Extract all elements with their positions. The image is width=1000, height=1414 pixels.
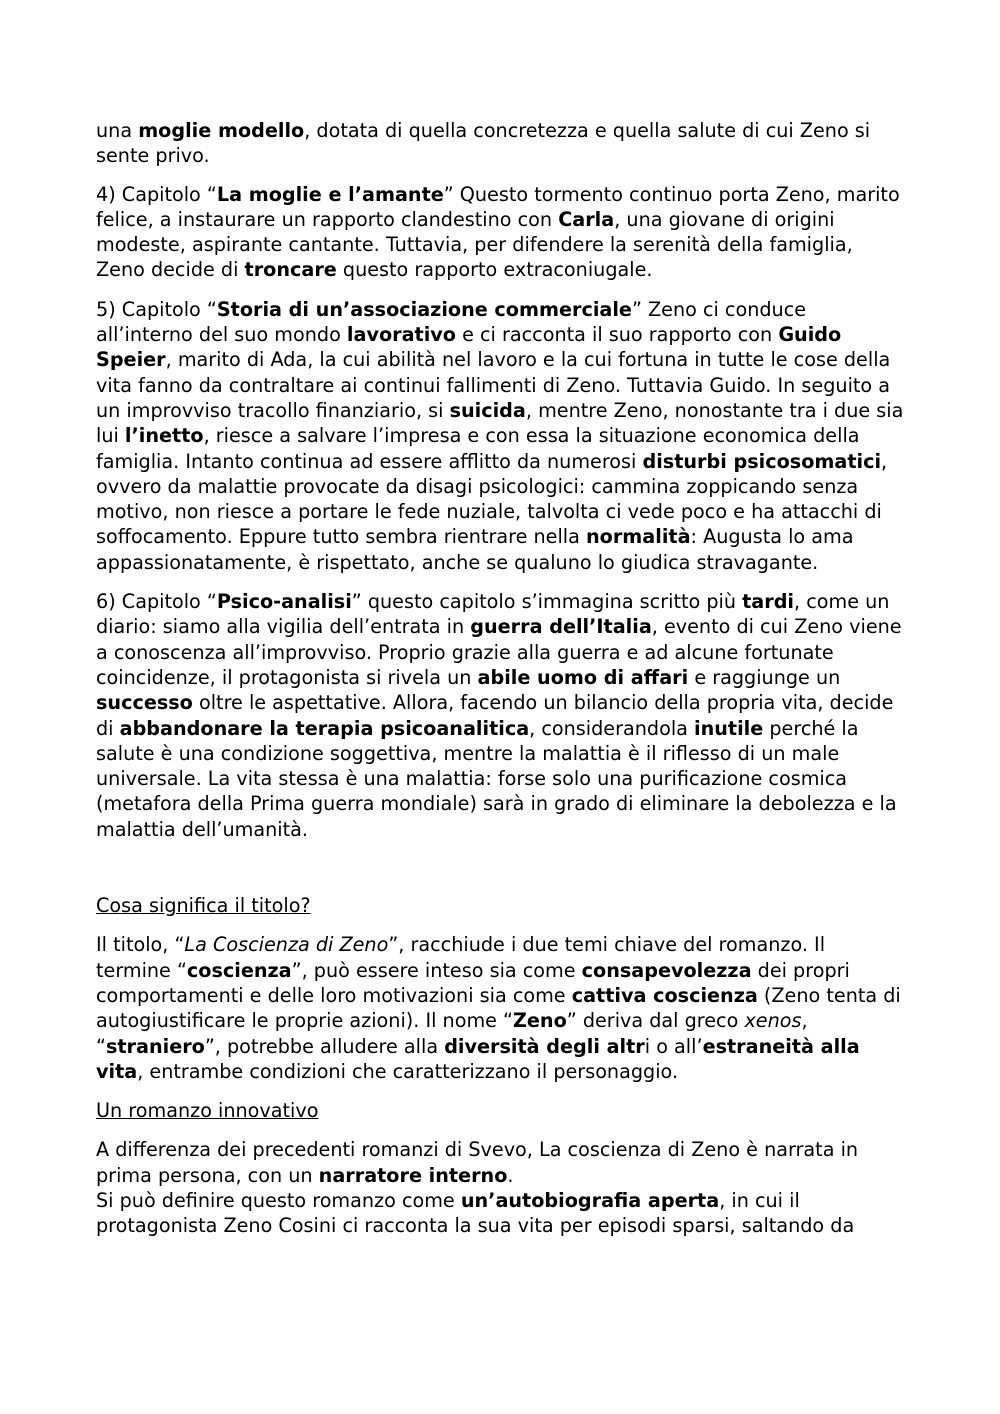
text-run: , mentre Zeno, nonostante tra i due sia lui <box>96 398 904 448</box>
bold-text: inutile <box>694 716 764 740</box>
italic-text: xenos <box>744 1009 802 1033</box>
text-run: , considerandola <box>529 716 695 740</box>
bold-text: abile uomo di affari <box>477 665 689 689</box>
paragraph-romanzo-innovativo <box>96 1137 904 1238</box>
bold-text: Zeno <box>513 1009 567 1033</box>
text-run: oltre le aspettative. Allora, facendo un bilancio della propria vita, decide di <box>96 691 894 740</box>
text-run: ” Questo tormento continuo porta Zeno, marito felice, a instaurare un rapporto clandestino con <box>96 182 900 231</box>
text-run: A differenza dei precedenti romanzi di Svevo, La coscienza di Zeno è narrata in prima persona, con un <box>96 1138 859 1187</box>
text-run: , dotata di quella concretezza e quella salute di cui Zeno si sente privo. <box>96 119 871 168</box>
text-run: ”, racchiude i due temi chiave del romanzo. Il termine “ <box>96 933 826 982</box>
bold-text: un’autobiografia aperta <box>460 1188 720 1212</box>
heading-un-romanzo-innovativo <box>96 1098 904 1123</box>
text-run: , entrambe condizioni che caratterizzano il personaggio. <box>137 1059 679 1083</box>
text-run: 6) Capitolo “ <box>96 590 217 614</box>
text-run: e ci racconta il suo rapporto con <box>456 323 779 347</box>
text-run: dei propri comportamenti e delle loro motivazioni sia come <box>96 958 850 1007</box>
bold-text: guerra dell’Italia <box>470 615 652 639</box>
underlined-heading-text: Cosa significa il titolo? <box>96 894 311 918</box>
bold-text: disturbi psicosomatici <box>642 449 882 473</box>
text-run: , in cui il protagonista Zeno Cosini ci racconta la sua vita per episodi sparsi, saltando da <box>96 1188 855 1238</box>
bold-text: normalità <box>586 525 691 549</box>
paragraph-capitolo-6 <box>96 589 904 842</box>
text-run: Il titolo, “ <box>96 933 185 957</box>
text-run: , riesce a salvare l’impresa e con essa la situazione economica della famiglia. Intanto continua ad essere afflitto da numerosi <box>96 424 860 473</box>
text-run: 5) Capitolo “ <box>96 297 217 321</box>
text-run: , come un diario: siamo alla vigilia dell’entrata in <box>96 590 890 639</box>
bold-text: Carla <box>558 207 615 231</box>
text-run: ” Zeno ci conduce all’interno del suo mondo <box>96 297 807 347</box>
bold-text: moglie modello <box>138 119 305 142</box>
text-run: : Augusta lo ama appassionatamente, è rispettato, anche se qualuno lo giudica stravagante. <box>96 525 854 574</box>
bold-text: successo <box>96 691 193 715</box>
text-run: Si può definire questo romanzo come <box>96 1188 461 1212</box>
text-run: , una giovane di origini modeste, aspirante cantante. Tuttavia, per difendere la serenità della famiglia, Zeno decide di <box>96 207 853 282</box>
bold-text: narratore interno <box>318 1163 508 1187</box>
bold-text: coscienza <box>186 958 292 982</box>
bold-text: Guido Speier <box>96 323 842 372</box>
text-run: perché la salute è una condizione soggettiva, mentre la malattia è il riflesso di un male universale. La vita stessa è una malattia: forse solo una purificazione cosmica (metafora della Prima guerra mondiale) sarà in grado di eliminare la debolezza e la malattia dell’umanità. <box>96 716 897 841</box>
text-run: , ovvero da malattie provocate da disagi psicologici: cammina zoppicando senza motivo, non riesce a portare le fede nuziale, talvolta ci vede poco e ha attacchi di soffocamento. Eppure tutto sembra rientrare nella <box>96 449 888 549</box>
text-run: ”, può essere inteso sia come <box>291 958 582 982</box>
paragraph-titolo <box>96 932 904 1084</box>
underlined-heading-text: Un romanzo innovativo <box>96 1099 319 1123</box>
text-run: , marito di Ada, la cui abilità nel lavoro e la cui fortuna in tutte le cose della vita fanno da contraltare ai continui fallimenti di Zeno. Tuttavia Guido. In seguito a un improvviso tracollo finanziario, si <box>96 348 891 422</box>
bold-text: lavorativo <box>346 323 456 347</box>
text-run: ” deriva dal greco <box>566 1009 745 1033</box>
italic-text: La Coscienza di Zeno <box>184 933 389 957</box>
bold-text: tardi <box>742 590 795 614</box>
paragraph-moglie-modello <box>96 118 904 169</box>
text-run: ”, potrebbe alludere alla <box>204 1034 445 1058</box>
bold-text: consapevolezza <box>581 958 752 982</box>
text-run: questo rapporto extraconiugale. <box>336 258 653 282</box>
bold-text: suicida <box>449 398 526 422</box>
bold-text: Storia di un’associazione commerciale <box>216 297 632 321</box>
text-run: e raggiunge un <box>688 665 841 689</box>
bold-text: estraneità alla vita <box>96 1034 860 1083</box>
bold-text: straniero <box>105 1034 205 1058</box>
bold-text: La moglie e l’amante <box>216 182 444 206</box>
text-run: ” questo capitolo s’immagina scritto più <box>351 590 743 614</box>
text-run: . <box>507 1163 514 1187</box>
bold-text: diversità degli altr <box>444 1034 645 1058</box>
bold-text: Psico-analisi <box>216 590 352 614</box>
paragraph-capitolo-5 <box>96 297 904 575</box>
bold-text: troncare <box>244 258 337 282</box>
text-run: , evento di cui Zeno viene a conoscenza all’improvviso. Proprio grazie alla guerra e ad alcune fortunate coincidenze, il protagonista si rivela un <box>96 615 902 689</box>
text-run: una <box>96 119 139 142</box>
bold-text: l’inetto <box>124 424 204 448</box>
bold-text: cattiva coscienza <box>571 983 758 1007</box>
text-run: 4) Capitolo “ <box>96 182 217 206</box>
bold-text: abbandonare la terapia psicoanalitica <box>119 716 530 740</box>
paragraph-capitolo-4 <box>96 182 904 283</box>
text-run: i o all’ <box>644 1034 703 1058</box>
text-run: (Zeno tenta di autogiustificare le proprie azioni). Il nome “ <box>96 983 901 1033</box>
text-run: , “ <box>96 1009 808 1058</box>
heading-cosa-significa-il-titolo <box>96 893 904 918</box>
